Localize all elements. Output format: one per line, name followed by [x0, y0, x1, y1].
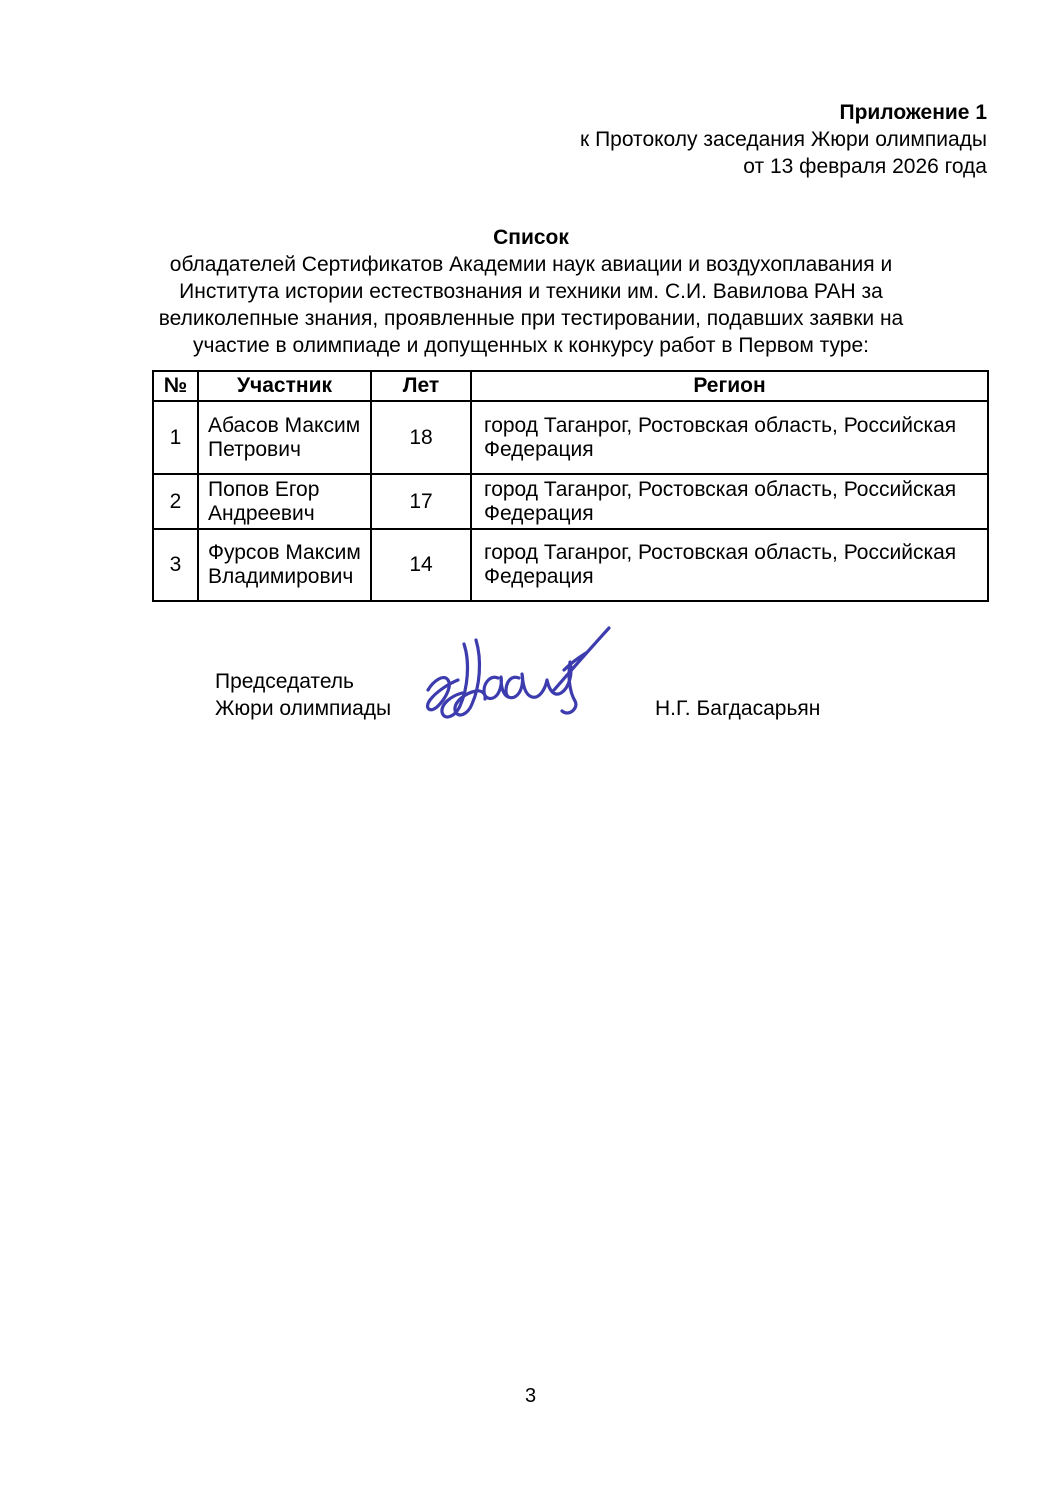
cell-number: 1 — [153, 401, 198, 474]
cell-participant: Попов Егор Андреевич — [198, 474, 371, 529]
protocol-date: от 13 февраля 2026 года — [743, 155, 987, 178]
page-number: 3 — [524, 1385, 537, 1407]
appendix-number: Приложение 1 — [839, 101, 987, 124]
cell-number: 2 — [153, 474, 198, 529]
signature-role-line1: Председатель — [215, 670, 354, 693]
cell-age: 14 — [371, 529, 471, 601]
cell-number: 3 — [153, 529, 198, 601]
title-block — [121, 224, 941, 359]
cell-participant: Фурсов Максим Владимирович — [198, 529, 371, 601]
cell-participant: Абасов Максим Петрович — [198, 401, 371, 474]
table-row — [153, 474, 988, 529]
protocol-reference: к Протоколу заседания Жюри олимпиады — [580, 128, 987, 151]
table-row — [153, 401, 988, 474]
cell-age: 18 — [371, 401, 471, 474]
cell-region: город Таганрог, Ростовская область, Российская Федерация — [471, 401, 988, 474]
signature-role-label — [215, 668, 391, 722]
cell-region: город Таганрог, Ростовская область, Российская Федерация — [471, 529, 988, 601]
column-header-participant: Участник — [198, 371, 371, 401]
participants-table — [152, 370, 989, 602]
document-title: Список — [493, 226, 569, 249]
column-header-region: Регион — [471, 371, 988, 401]
signatory-name: Н.Г. Багдасарьян — [655, 697, 821, 720]
cell-age: 17 — [371, 474, 471, 529]
signature-role-line2: Жюри олимпиады — [215, 697, 392, 720]
handwritten-signature — [418, 614, 618, 742]
column-header-number: № — [153, 371, 198, 401]
intro-paragraph: обладателей Сертификатов Академии наук авиации и воздухоплавания и Института истории естествознания и техники им. С.И. Вавилова РАН за великолепные знания, проявленные при тестировании, подавших заявки на участие в олимпиаде и допущенных к конкурсу работ в Первом туре: — [158, 253, 904, 357]
table-header-row — [153, 371, 988, 401]
cell-region: город Таганрог, Ростовская область, Российская Федерация — [471, 474, 988, 529]
column-header-age: Лет — [371, 371, 471, 401]
table-row — [153, 529, 988, 601]
appendix-header — [152, 99, 987, 180]
